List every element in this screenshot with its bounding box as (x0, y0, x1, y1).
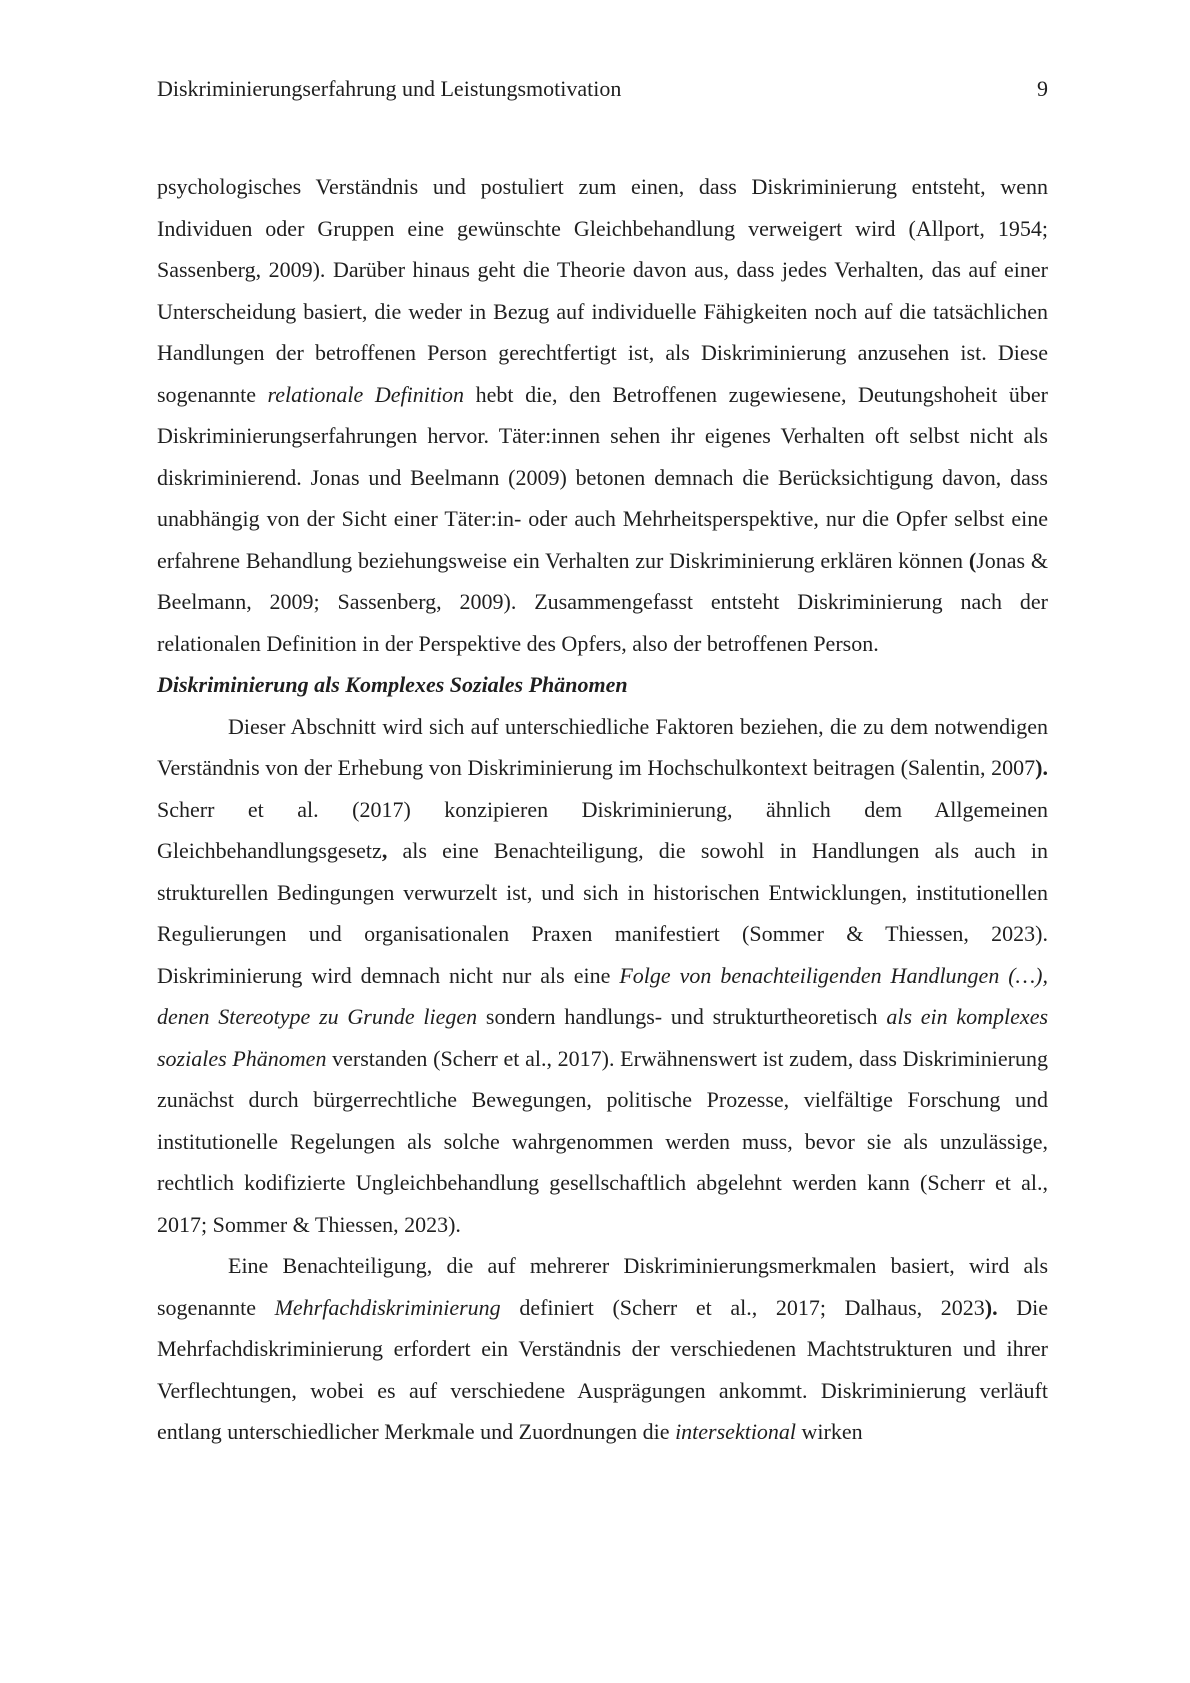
document-body (157, 166, 1048, 1453)
text-run: psychologisches Verständnis und postuliert zum einen, dass Diskriminierung entsteht, wenn Individuen oder Gruppen eine gewünschte Gleichbehandlung verweigert wird (Allport, 1954; Sassenberg, 2009). Darüber hinaus geht die Theorie davon aus, dass jedes Verhalten, das auf einer Unterscheidung basiert, die weder in Bezug auf individuelle Fähigkeiten noch auf die tatsächlichen Handlungen der betroffenen Person gerechtfertigt ist, als Diskriminierung anzusehen ist. Diese sogenannte (157, 174, 1048, 407)
italic-term: relationale Definition (267, 381, 465, 407)
text-run: hebt die, den Betroffenen zugewiesene, Deutungshoheit über Diskriminierungserfahrungen hervor. Täter:innen sehen ihr eigenes Verhalten oft selbst nicht als diskriminierend. Jonas und Beelmann (2009) betonen demnach die Berücksichtigung davon, dass unabhängig von der Sicht einer Täter:in- oder auch Mehrheitsperspektive, nur die Opfer selbst eine erfahrene Behandlung beziehungsweise ein Verhalten zur Diskriminierung erklären können (157, 381, 1049, 573)
page-header (157, 76, 1048, 106)
paragraph-relational-definition (157, 166, 1048, 664)
text-run: sondern handlungs- und strukturtheoretisch (477, 1004, 887, 1029)
text-run: Dieser Abschnitt wird sich auf unterschiedliche Faktoren beziehen, die zu dem notwendigen Verständnis von der Erhebung von Diskriminierung im Hochschulkontext beitragen (Salentin, 2007 (157, 713, 1048, 780)
text-run: definiert (Scherr et al., 2017; Dalhaus, 2023 (500, 1294, 985, 1320)
bold-punctuation: ). (984, 1294, 998, 1320)
italic-term: Mehrfachdiskriminierung (274, 1294, 501, 1320)
paragraph-multiple-discrimination (157, 1245, 1048, 1453)
section-heading: Diskriminierung als Komplexes Soziales Phänomen (157, 672, 628, 697)
text-run: Eine Benachteiligung, die auf mehrerer Diskriminierungsmerkmalen basiert, wird als sogenannte (157, 1253, 1048, 1320)
text-run: Jonas & Beelmann, 2009; Sassenberg, 2009). Zusammengefasst entsteht Diskriminierung nach der relationalen Definition in der Perspektive des Opfers, also der betroffenen Person. (157, 547, 1049, 656)
bold-punctuation: , (381, 838, 388, 863)
bold-punctuation: ( (968, 547, 977, 573)
italic-term: intersektional (675, 1419, 797, 1444)
italic-quote: Folge von benachteiligenden Handlungen (…), denen Stereotype zu Grunde liegen (157, 962, 1048, 1029)
paragraph-complex-phenomenon (157, 706, 1048, 1246)
italic-quote: als ein komplexes soziales Phänomen (157, 1004, 1049, 1071)
page-number: 9 (1037, 76, 1048, 101)
text-run: als eine Benachteiligung, die sowohl in Handlungen als auch in strukturellen Bedingungen verwurzelt ist, und sich in historischen Entwicklungen, institutionellen Regulierungen und organisationalen Praxen manifestiert (Sommer & Thiessen, 2023). Diskriminierung wird demnach nicht nur als eine (157, 838, 1048, 988)
text-run: wirken (796, 1419, 863, 1444)
text-run: verstanden (Scherr et al., 2017). Erwähnenswert ist zudem, dass Diskriminierung zunächst durch bürgerrechtliche Bewegungen, politische Prozesse, vielfältige Forschung und institutionelle Regelungen als solche wahrgenommen werden muss, bevor sie als unzulässige, rechtlich kodifizierte Ungleichbehandlung gesellschaftlich abgelehnt werden kann (Scherr et al., 2017; Sommer & Thiessen, 2023). (157, 1045, 1048, 1237)
bold-punctuation: ). (1035, 755, 1048, 780)
text-run: Scherr et al. (2017) konzipieren Diskriminierung, ähnlich dem Allgemeinen Gleichbehandlungsgesetz (157, 796, 1048, 863)
text-run: Die Mehrfachdiskriminierung erfordert ein Verständnis der verschiedenen Machtstrukturen und ihrer Verflechtungen, wobei es auf verschiedene Ausprägungen ankommt. Diskriminierung verläuft entlang unterschiedlicher Merkmale und Zuordnungen die (157, 1294, 1048, 1444)
running-title: Diskriminierungserfahrung und Leistungsmotivation (157, 76, 622, 101)
